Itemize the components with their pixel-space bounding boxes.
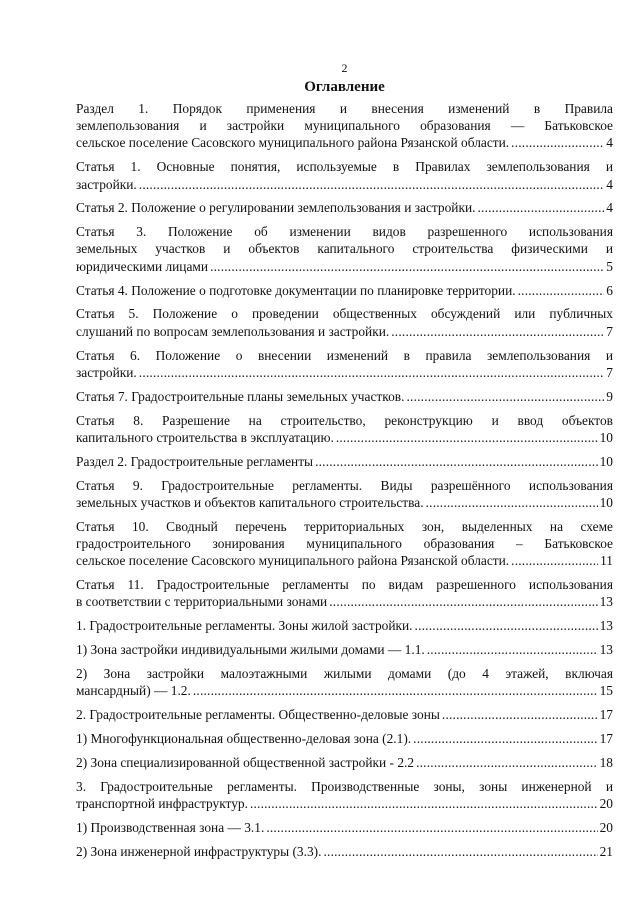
toc-page-number: 15 [599,683,613,698]
dot-leader [250,795,598,812]
dot-leader [193,682,598,699]
toc-entry[interactable] [76,518,613,570]
toc-entry[interactable] [76,576,613,610]
toc-entry[interactable] [76,388,613,405]
toc-entry-text: 1. Градостроительные регламенты. Зоны жилой застройки. [76,618,413,634]
toc-entry-text: капитального строительства в эксплуатацию. [76,429,334,445]
toc-page-number: 9 [606,388,613,404]
dot-leader [442,706,598,723]
toc-page-number: 17 [599,730,613,746]
toc-page-number: 20 [599,795,613,811]
toc-entry-text: 1) Зона застройки индивидуальными жилыми домами — 1.1. [76,641,425,657]
toc-entry[interactable] [76,158,613,192]
toc-entry[interactable] [76,819,613,836]
toc-entry-text: 2. Градостроительные регламенты. Общественно-деловые зоны [76,706,440,722]
toc-entry[interactable] [76,730,613,747]
toc-entry[interactable] [76,843,613,860]
toc-entry[interactable] [76,282,613,299]
page-number: 2 [341,61,348,75]
dot-leader [427,641,598,658]
toc-page-number: 10 [599,494,613,510]
dot-leader [210,258,604,275]
toc-entry-line: 3. Градостроительные регламенты. Производственные зоны, зоны инженерной и [76,778,613,794]
toc-entry[interactable] [76,706,613,723]
toc-entry[interactable] [76,641,613,658]
toc-page-number: 4 [606,135,613,151]
toc-entry-text: 1) Многофункциональная общественно-деловая зона (2.1). [76,730,412,746]
dot-leader [139,176,605,193]
dot-leader [329,593,597,610]
toc-entry-text: земельных участков и объектов капитального строительства. [76,494,424,510]
dot-leader [336,429,598,446]
toc-page-number: 21 [599,843,613,859]
dot-leader [416,754,598,771]
toc-entry-line: Статья 5. Положение о проведении общественных обсуждений или публичных [76,306,613,322]
toc-entry-line: Статья 1. Основные понятия, используемые в Правилах землепользования и [76,159,613,175]
toc-page-number: 13 [599,594,613,610]
toc-entry[interactable] [76,778,613,812]
toc-entry-text: застройки. [76,364,137,380]
toc-entry-line: Статья 8. Разрешение на строительство, реконструкцию и ввод объектов [76,412,613,428]
toc-entry-text: мансардный) — 1.2. [76,683,191,698]
dot-leader [426,494,598,511]
toc-page-number: 17 [599,706,613,722]
toc-entry[interactable] [76,305,613,339]
toc-page-number: 4 [606,176,613,192]
toc-entry[interactable] [76,199,613,216]
toc-entry[interactable] [76,477,613,511]
toc-entry[interactable] [76,453,613,470]
toc-page-number: 11 [600,553,613,569]
toc-entry-text: сельское поселение Сасовского муниципального района Рязанской области. [76,135,510,151]
toc-entry[interactable] [76,665,613,699]
dot-leader [518,282,605,299]
dot-leader [315,453,598,470]
toc-title: Оглавление [304,79,385,95]
dot-leader [406,388,604,405]
dot-leader [511,134,604,151]
dot-leader [511,552,598,569]
dot-leader [139,364,605,381]
toc-page-number: 4 [606,200,613,216]
toc-entry-line: Раздел 1. Порядок применения и внесения изменений в Правила [76,101,613,116]
toc-entry-text: Статья 2. Положение о регулировании землепользования и застройки. [76,200,476,216]
toc-entry-line: Статья 6. Положение о внесении изменений в правила землепользования и [76,347,613,363]
dot-leader [266,819,597,836]
toc-entry-line: 2) Зона застройки малоэтажными жилыми домами (до 4 этажей, включая [76,665,613,681]
toc-entry-text: слушаний по вопросам землепользования и застройки. [76,323,390,339]
toc-entry-line: градостроительного зонирования муниципального образования – Батьковское [76,535,613,551]
toc-page-number: 13 [599,618,613,634]
table-of-contents [76,100,613,866]
toc-page-number: 5 [606,258,613,274]
toc-entry-line: Статья 10. Сводный перечень территориальных зон, выделенных на схеме [76,518,613,534]
toc-page-number: 10 [599,429,613,445]
dot-leader [477,199,604,216]
toc-page-number: 7 [606,364,613,380]
toc-entry-text: юридическими лицами [76,258,209,274]
dot-leader [323,843,597,860]
toc-page-number: 18 [599,754,613,770]
toc-entry-line: земельных участков и объектов капитального строительства физическими и [76,241,613,257]
toc-entry[interactable] [76,412,613,446]
toc-entry-text: Статья 7. Градостроительные планы земельных участков. [76,388,405,404]
toc-entry-text: Раздел 2. Градостроительные регламенты [76,453,314,469]
dot-leader [413,730,597,747]
toc-entry-line: Статья 11. Градостроительные регламенты по видам разрешенного использования [76,576,613,592]
toc-page-number: 20 [599,819,613,835]
toc-page-number: 7 [606,323,613,339]
toc-entry[interactable] [76,100,613,152]
toc-entry[interactable] [76,617,613,634]
toc-entry-text: застройки. [76,176,137,192]
toc-entry-line: Статья 9. Градостроительные регламенты. Виды разрешённого использования [76,477,613,493]
toc-entry[interactable] [76,223,613,275]
dot-leader [391,323,604,340]
toc-entry-line: Статья 3. Положение об изменении видов разрешенного использования [76,224,613,240]
toc-page-number: 13 [599,641,613,657]
toc-page-number: 6 [606,282,613,298]
toc-entry[interactable] [76,754,613,771]
toc-entry-text: 2) Зона инженерной инфраструктуры (3.3). [76,843,322,859]
toc-entry-text: в соответствии с территориальными зонами [76,594,328,610]
toc-entry-text: 2) Зона специализированной общественной застройки - 2.2 [76,754,415,770]
toc-entry-line: землепользования и застройки муниципального образования — Батьковское [76,118,613,134]
toc-entry-text: 1) Производственная зона — 3.1. [76,819,265,835]
toc-entry-text: сельское поселение Сасовского муниципального района Рязанской области. [76,553,510,569]
toc-entry-text: Статья 4. Положение о подготовке документации по планировке территории. [76,282,516,298]
toc-page-number: 10 [599,453,613,469]
toc-entry-text: транспортной инфраструктур. [76,795,248,811]
toc-entry[interactable] [76,347,613,381]
dot-leader [415,617,598,634]
